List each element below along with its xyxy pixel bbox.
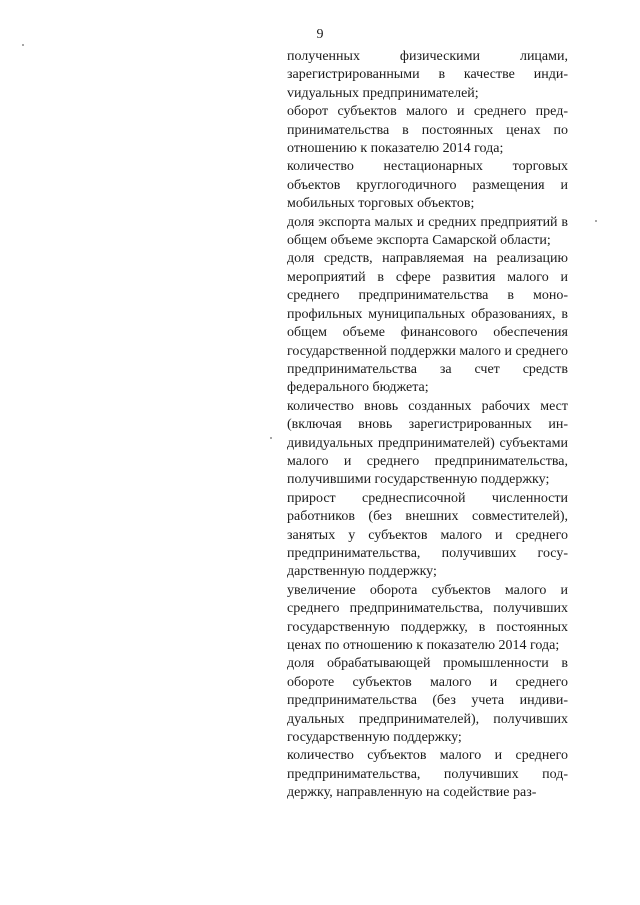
list-item: доля обрабатывающей промышленности в обороте субъектов малого и среднего предпринимательства (без учета индивидуальных предпринимателей), получивших государственную поддержку; xyxy=(287,656,568,746)
list-item: прирост среднесписочной численности работников (без внешних совместителей), занятых у субъектов малого и среднего предпринимательства, получивших государственную поддержку; xyxy=(287,490,568,580)
indicator-list xyxy=(287,48,568,803)
scan-speck xyxy=(270,437,272,439)
list-item: оборот субъектов малого и среднего предпринимательства в постоянных ценах по отношению к показателю 2014 года; xyxy=(287,104,568,157)
scan-speck xyxy=(22,44,24,46)
page-number: 9 xyxy=(316,27,324,42)
scan-speck xyxy=(595,220,597,222)
list-item: количество субъектов малого и среднего предпринимательства, получивших поддержку, направленную на содействие раз- xyxy=(287,748,568,801)
list-item: доля средств, направляемая на реализацию мероприятий в сфере развития малого и среднего предпринимательства в монопрофильных муниципальных образованиях, в общем объеме финансового обеспечения государственной поддержки малого и среднего предпринимательства за счет средств федерального бюджета; xyxy=(287,251,568,396)
list-item: количество вновь созданных рабочих мест (включая вновь зарегистрированных индивидуальных предпринимателей) субъектами малого и среднего предпринимательства, получившими государственную поддержку; xyxy=(287,398,568,488)
list-item: увеличение оборота субъектов малого и среднего предпринимательства, получивших государственную поддержку, в постоянных ценах по отношению к показателю 2014 года; xyxy=(287,582,568,653)
list-item: полученных физическими лицами, зарегистрированными в качестве индиvидуальных предпринимателей; xyxy=(287,49,568,101)
list-item: доля экспорта малых и средних предприятий в общем объеме экспорта Самарской области; xyxy=(287,214,568,249)
list-item: количество нестационарных торговых объектов круглогодичного размещения и мобильных торговых объектов; xyxy=(287,159,568,212)
